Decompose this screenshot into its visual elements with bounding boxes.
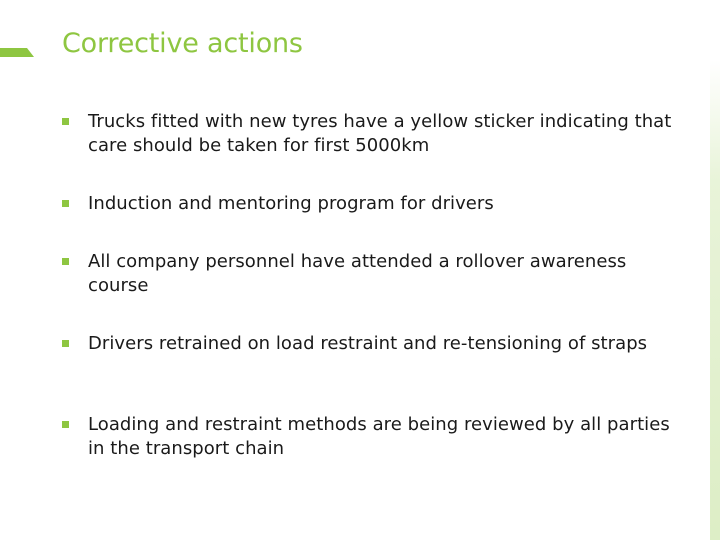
slide-title: Corrective actions [62, 28, 303, 59]
square-bullet-icon [62, 258, 69, 265]
square-bullet-icon [62, 421, 69, 428]
bullet-text: Induction and mentoring program for drivers [88, 193, 494, 214]
bullet-text: Loading and restraint methods are being reviewed by all parties in the transport chain [88, 414, 670, 459]
square-bullet-icon [62, 118, 69, 125]
bullet-text: All company personnel have attended a rollover awareness course [88, 251, 627, 296]
bullet-text: Drivers retrained on load restraint and re-tensioning of straps [88, 333, 648, 354]
title-accent-marker [0, 42, 34, 51]
bullet-text: Trucks fitted with new tyres have a yellow sticker indicating that care should be taken for first 5000km [88, 111, 672, 156]
bullet-item [62, 110, 674, 158]
bullet-item [62, 413, 674, 461]
title-accent-shape [0, 48, 34, 57]
bullet-item [62, 332, 674, 356]
square-bullet-icon [62, 340, 69, 347]
right-accent-band [710, 60, 720, 540]
bullet-item [62, 192, 674, 216]
bullet-item [62, 250, 674, 298]
square-bullet-icon [62, 200, 69, 207]
